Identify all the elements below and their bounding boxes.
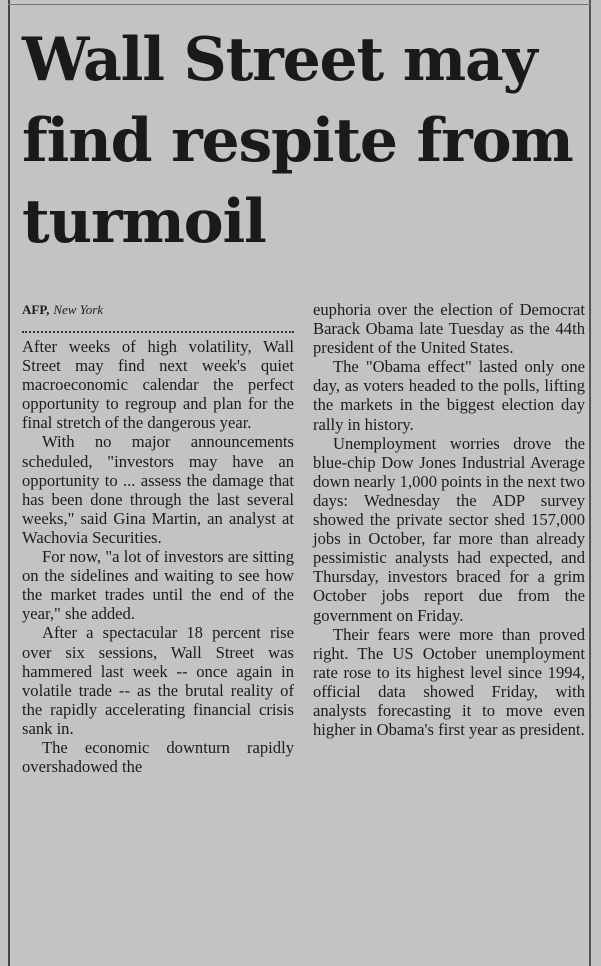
- dateline-agency: AFP,: [22, 302, 50, 317]
- dateline: [22, 300, 294, 319]
- paragraph: After weeks of high volatility, Wall Street may find next week's quiet macroeconomic calendar the perfect opportunity to regroup and plan for the final stretch of the dangerous year.: [22, 337, 294, 433]
- paragraph: Their fears were more than proved right. The US October unemployment rate rose to its highest level since 1994, official data showed Friday, with analysts forecasting it to move even higher in Obama's first year as president.: [313, 624, 585, 740]
- left-border-rule: [8, 0, 10, 966]
- column-left: [22, 300, 294, 776]
- right-border-rule: [589, 0, 591, 966]
- paragraph: For now, "a lot of investors are sitting on the sidelines and waiting to see how the market trades until the end of the year," she added.: [22, 547, 294, 624]
- paragraph: After a spectacular 18 percent rise over six sessions, Wall Street was hammered last week -- once again in volatile trade -- as the brutal reality of the rapidly accelerating financial crisis sank in.: [22, 623, 294, 738]
- top-border-rule: [8, 4, 591, 5]
- column-right: [313, 300, 585, 739]
- paragraph: The "Obama effect" lasted only one day, as voters headed to the polls, lifting the markets in the biggest election day rally in history.: [313, 357, 585, 434]
- headline: Wall Street may find respite from turmoil: [22, 25, 573, 257]
- paragraph: euphoria over the election of Democrat Barack Obama late Tuesday as the 44th president of the United States.: [313, 300, 585, 358]
- paragraph: Unemployment worries drove the blue-chip Dow Jones Industrial Average down nearly 1,000 points in the next two days: Wednesday the ADP survey showed the private sector shed 157,000 jobs in October, far more than already pessimistic analysts had expected, and Thursday, investors braced for a grim October jobs report due from the government on Friday.: [313, 433, 585, 625]
- dateline-city: New York: [53, 302, 104, 317]
- paragraph: The economic downturn rapidly overshadowed the: [22, 737, 294, 777]
- dotted-divider: [22, 319, 294, 333]
- paragraph: With no major announcements scheduled, "investors may have an opportunity to ... assess the damage that has been done through the last several weeks," said Gina Martin, an analyst at Wachovia Securities.: [22, 432, 294, 547]
